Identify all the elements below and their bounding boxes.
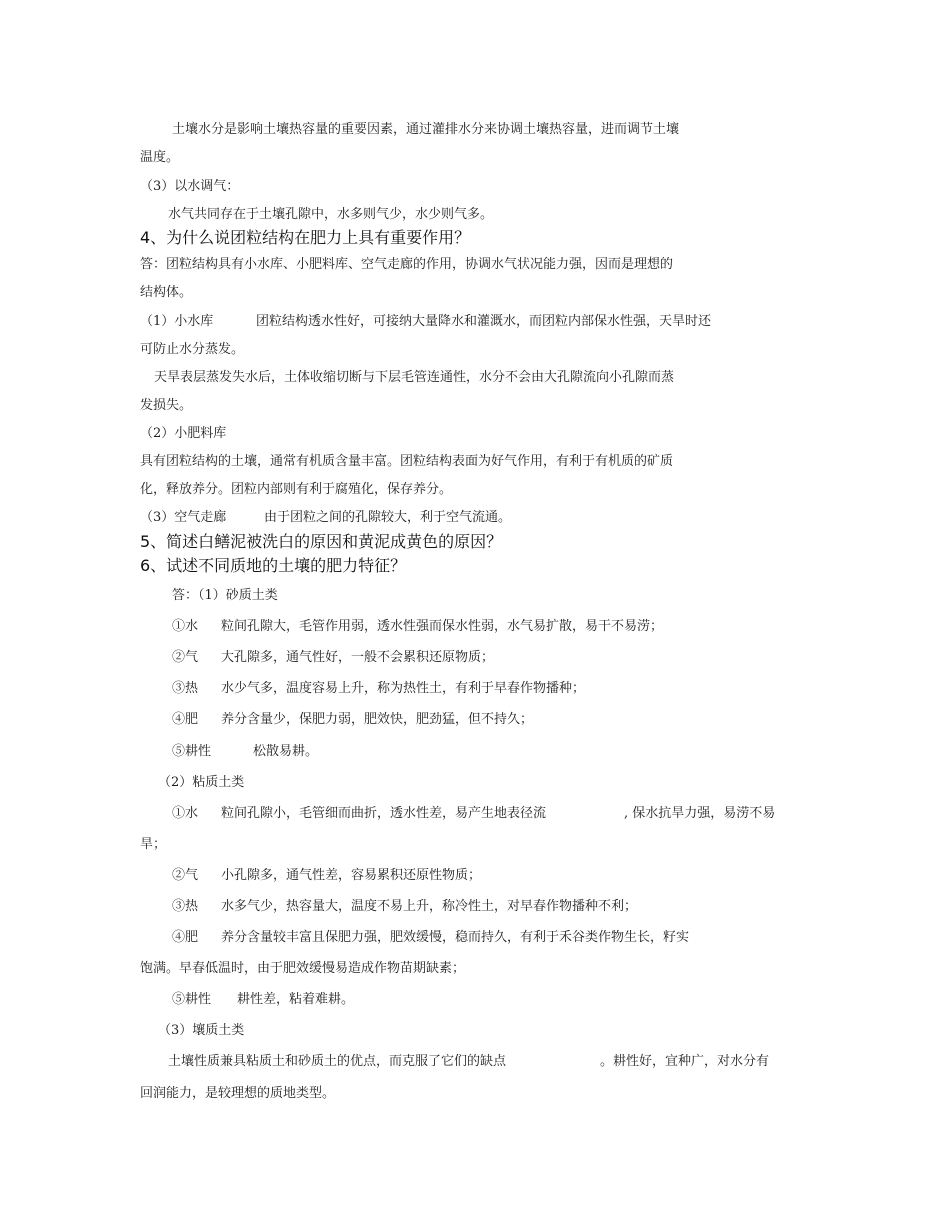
q6-clay-fert-text: 养分含量较丰富且保肥力强，肥效缓慢，稳而持久，有利于禾谷类作物生长，籽实	[221, 930, 690, 945]
q4-item3-line	[140, 509, 740, 527]
q6-clay-tillage-line	[172, 991, 572, 1009]
q4-item1-label: （1）小水库	[140, 314, 214, 329]
q4-item2-label: （2）小肥料库	[140, 426, 227, 441]
q6-loam-text-a: 土壤性质兼具粘质土和砂质土的优点，而克服了它们的缺点	[168, 1054, 507, 1069]
q6-clay-air-label: ②气	[172, 868, 199, 883]
q4-item1-line	[140, 313, 780, 331]
q6-loam-title: （3）壤质土类	[158, 1023, 245, 1038]
paragraph-water-air: 水气共同存在于土壤孔隙中，水多则气少，水少则气多。	[168, 207, 494, 222]
q6-clay-water-line	[172, 805, 802, 823]
q6-sandy-item-label: ④肥	[172, 712, 199, 727]
q6-sandy-item	[172, 743, 732, 761]
q6-clay-water-label: ①水	[172, 806, 199, 821]
q4-item2-line1: 具有团粒结构的土壤，通常有机质含量丰富。团粒结构表面为好气作用，有利于有机质的矿质	[140, 454, 674, 469]
q6-sandy-item	[172, 711, 732, 729]
q6-clay-heat-line	[172, 898, 732, 916]
q4-drought-line2: 发损失。	[140, 398, 193, 413]
q6-loam-line1	[168, 1053, 798, 1071]
q6-clay-fert-continuation: 饱满。早春低温时，由于肥效缓慢易造成作物苗期缺素；	[140, 961, 466, 976]
q6-sandy-item-text: 养分含量少，保肥力弱，肥效快，肥劲猛，但不持久；	[221, 712, 534, 727]
question-4-heading: 4、为什么说团粒结构在肥力上具有重要作用？	[140, 228, 471, 247]
q6-clay-air-text: 小孔隙多，通气性差，容易累积还原性物质；	[221, 868, 482, 883]
q6-sandy-item-text: 水少气多，温度容易上升，称为热性土，有利于早春作物播种；	[221, 681, 586, 696]
q6-sandy-item-label: ⑤耕性	[172, 744, 212, 759]
q6-clay-tillage-label: ⑤耕性	[172, 992, 212, 1007]
q6-clay-water-text-b: , 保水抗旱力强，易涝不易	[624, 806, 776, 821]
q6-sandy-item-text: 松散易耕。	[253, 744, 319, 759]
paragraph-soil-water-line1: 土壤水分是影响土壤热容量的重要因素，通过灌排水分来协调土壤热容量，进而调节土壤	[172, 122, 680, 137]
q6-sandy-item-text: 大孔隙多，通气性好，一般不会累积还原物质；	[221, 650, 495, 665]
q6-clay-title: （2）粘质土类	[158, 775, 245, 790]
q6-clay-tillage-text: 耕性差，粘着难耕。	[237, 992, 355, 1007]
question-6-heading: 6、试述不同质地的土壤的肥力特征？	[140, 556, 407, 575]
q4-answer-line1: 答：团粒结构具有小水库、小肥料库、空气走廊的作用，协调水气状况能力强，因而是理想的	[140, 257, 674, 272]
q6-sandy-item	[172, 618, 732, 636]
q4-answer-line2: 结构体。	[140, 285, 193, 300]
q6-clay-water-text: 粒间孔隙小，毛管细而曲折，透水性差，易产生地表径流	[221, 806, 547, 821]
q6-clay-fert-label: ④肥	[172, 930, 199, 945]
q4-item3-label: （3）空气走廊	[140, 510, 227, 525]
q6-sandy-item-text: 粒间孔隙大，毛管作用弱，透水性强而保水性弱，水气易扩散，易干不易涝；	[221, 619, 664, 634]
q6-sandy-title: 答：（1）砂质土类	[172, 588, 278, 603]
q4-drought-line1: 天旱表层蒸发失水后，土体收缩切断与下层毛管连通性，水分不会由大孔隙流向小孔隙而蒸	[154, 370, 675, 385]
q6-sandy-item-label: ②气	[172, 650, 199, 665]
q6-clay-air-line	[172, 867, 732, 885]
q4-item1-text: 团粒结构透水性好，可接纳大量降水和灌溉水，而团粒内部保水性强，天旱时还	[256, 314, 712, 329]
q6-loam-line2: 回润能力，是较理想的质地类型。	[140, 1086, 336, 1101]
q6-clay-fert-line	[172, 929, 752, 947]
q6-clay-heat-text: 水多气少，热容量大，温度不易上升，称冷性土，对早春作物播种不利；	[221, 899, 638, 914]
q6-loam-text-b: 。耕性好，宜种广，对水分有	[600, 1054, 770, 1069]
q4-item2-line2: 化，释放养分。团粒内部则有利于腐殖化，保存养分。	[140, 482, 453, 497]
q4-item3-text: 由于团粒之间的孔隙较大，利于空气流通。	[264, 510, 512, 525]
paragraph-soil-water-line2: 温度。	[140, 150, 180, 165]
question-5-heading: 5、简述白鳝泥被洗白的原因和黄泥成黄色的原因？	[140, 532, 503, 551]
q6-sandy-item-label: ①水	[172, 619, 199, 634]
q6-sandy-item	[172, 649, 732, 667]
q6-sandy-item	[172, 680, 732, 698]
q6-clay-water-continuation: 旱；	[140, 837, 167, 852]
subheading-water-regulates-air: （3）以水调气：	[140, 179, 240, 194]
q4-item1-continuation: 可防止水分蒸发。	[140, 342, 245, 357]
q6-sandy-item-label: ③热	[172, 681, 199, 696]
q6-clay-heat-label: ③热	[172, 899, 199, 914]
